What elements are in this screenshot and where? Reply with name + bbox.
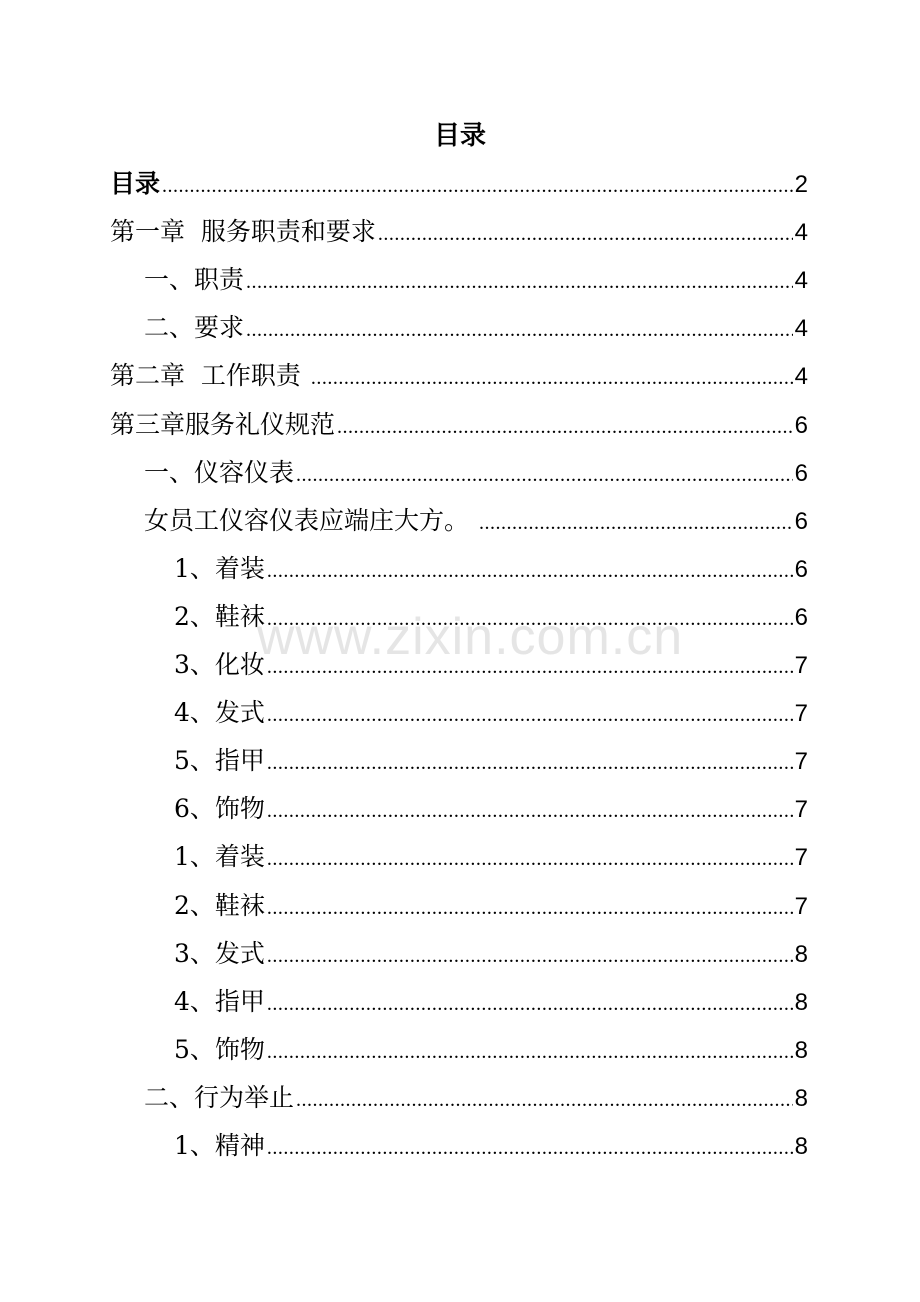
toc-leader-dots (337, 407, 793, 447)
toc-entry-label: 二、行为举止 (144, 1082, 295, 1112)
toc-leader-dots (267, 984, 793, 1024)
toc-entry-label: 1、精神 (174, 1131, 265, 1160)
toc-page-number: 8 (794, 940, 808, 968)
toc-entry[interactable] (174, 1126, 808, 1166)
toc-page-number: 7 (794, 844, 808, 872)
toc-entry[interactable] (144, 1078, 808, 1118)
toc-leader-dots (296, 455, 793, 495)
toc-page-number: 2 (794, 171, 808, 198)
toc-leader-dots (296, 1080, 793, 1120)
toc-leader-dots (479, 503, 793, 543)
toc-entry-label: 1、着装 (174, 842, 265, 872)
toc-entry[interactable] (144, 260, 808, 300)
toc-page-number: 7 (794, 700, 808, 728)
toc-entry[interactable] (144, 501, 808, 541)
toc-page-number: 8 (794, 988, 808, 1016)
toc-entry[interactable] (174, 597, 808, 637)
toc-page-number: 6 (794, 507, 808, 535)
toc-page-number: 8 (794, 1133, 808, 1160)
toc-entry[interactable] (144, 453, 808, 493)
toc-leader-dots (246, 262, 793, 302)
toc-entry[interactable] (174, 645, 808, 685)
toc-entry-label: 第三章服务礼仪规范 (110, 409, 336, 439)
toc-page-number: 4 (794, 267, 808, 295)
toc-page-number: 4 (794, 315, 808, 343)
toc-entry-label: 女员工仪容仪表应端庄大方。 (144, 505, 477, 535)
toc-page-number: 7 (794, 892, 808, 920)
toc-entry-label: 第一章 服务职责和要求 (110, 217, 376, 247)
toc-entry[interactable] (174, 886, 808, 926)
toc-entry-label: 3、化妆 (174, 650, 265, 679)
toc-entry-label: 2、鞋袜 (174, 890, 265, 920)
toc-leader-dots (267, 791, 793, 831)
toc-leader-dots (311, 358, 793, 398)
toc-entry-label: 4、指甲 (174, 986, 265, 1016)
toc-entry[interactable] (110, 212, 808, 252)
toc-page-number: 7 (794, 652, 808, 679)
toc-leader-dots (267, 743, 793, 783)
toc-entry-label: 一、职责 (144, 265, 245, 295)
toc-entry[interactable] (174, 934, 808, 974)
toc-entry-label: 4、发式 (174, 698, 265, 728)
watermark: www.zixin.com.cn (256, 608, 684, 666)
toc-entry[interactable] (110, 356, 808, 396)
toc-entry-label: 3、发式 (174, 938, 265, 968)
toc-entry[interactable] (174, 549, 808, 589)
toc-entry-label: 一、仪容仪表 (144, 457, 295, 487)
toc-entry[interactable] (110, 164, 808, 204)
toc-leader-dots (267, 695, 793, 735)
toc-entry-label: 第二章 工作职责 (110, 361, 309, 391)
toc-entry[interactable] (174, 741, 808, 781)
toc-page-number: 7 (794, 796, 808, 824)
toc-leader-dots (267, 551, 793, 591)
toc-leader-dots (378, 214, 793, 254)
toc-page-number: 6 (794, 459, 808, 487)
toc-page-number: 7 (794, 748, 808, 776)
page-title: 目录 (433, 121, 486, 151)
toc-leader-dots (162, 166, 793, 206)
toc-entry[interactable] (174, 982, 808, 1022)
toc-page-number: 6 (794, 555, 808, 583)
toc-page-number: 8 (794, 1036, 808, 1064)
toc-leader-dots (267, 936, 793, 976)
toc-leader-dots (267, 599, 793, 639)
toc-entry-label: 2、鞋袜 (174, 601, 265, 631)
toc-entry-label: 5、指甲 (174, 746, 265, 776)
toc-entry-label: 5、饰物 (174, 1034, 265, 1064)
toc-page-number: 6 (794, 411, 808, 439)
toc-leader-dots (267, 839, 793, 879)
toc-page-number: 6 (794, 603, 808, 631)
toc-entry[interactable] (174, 1030, 808, 1070)
toc-entry-label: 目录 (110, 169, 161, 198)
toc-entry[interactable] (110, 405, 808, 445)
toc-page-number: 4 (794, 219, 808, 247)
toc-entry-label: 二、要求 (144, 313, 245, 343)
toc-entry[interactable] (144, 308, 808, 348)
toc-page-number: 8 (794, 1084, 808, 1112)
toc-page-number: 4 (794, 363, 808, 391)
toc-entry[interactable] (174, 789, 808, 829)
toc-leader-dots (267, 647, 793, 687)
toc-entry-label: 6、饰物 (174, 794, 265, 824)
toc-leader-dots (246, 310, 793, 350)
toc-leader-dots (267, 1032, 793, 1072)
toc-leader-dots (267, 1128, 793, 1168)
toc-entry[interactable] (174, 693, 808, 733)
toc-entry-label: 1、着装 (174, 553, 265, 583)
toc-leader-dots (267, 888, 793, 928)
toc-entry[interactable] (174, 837, 808, 877)
